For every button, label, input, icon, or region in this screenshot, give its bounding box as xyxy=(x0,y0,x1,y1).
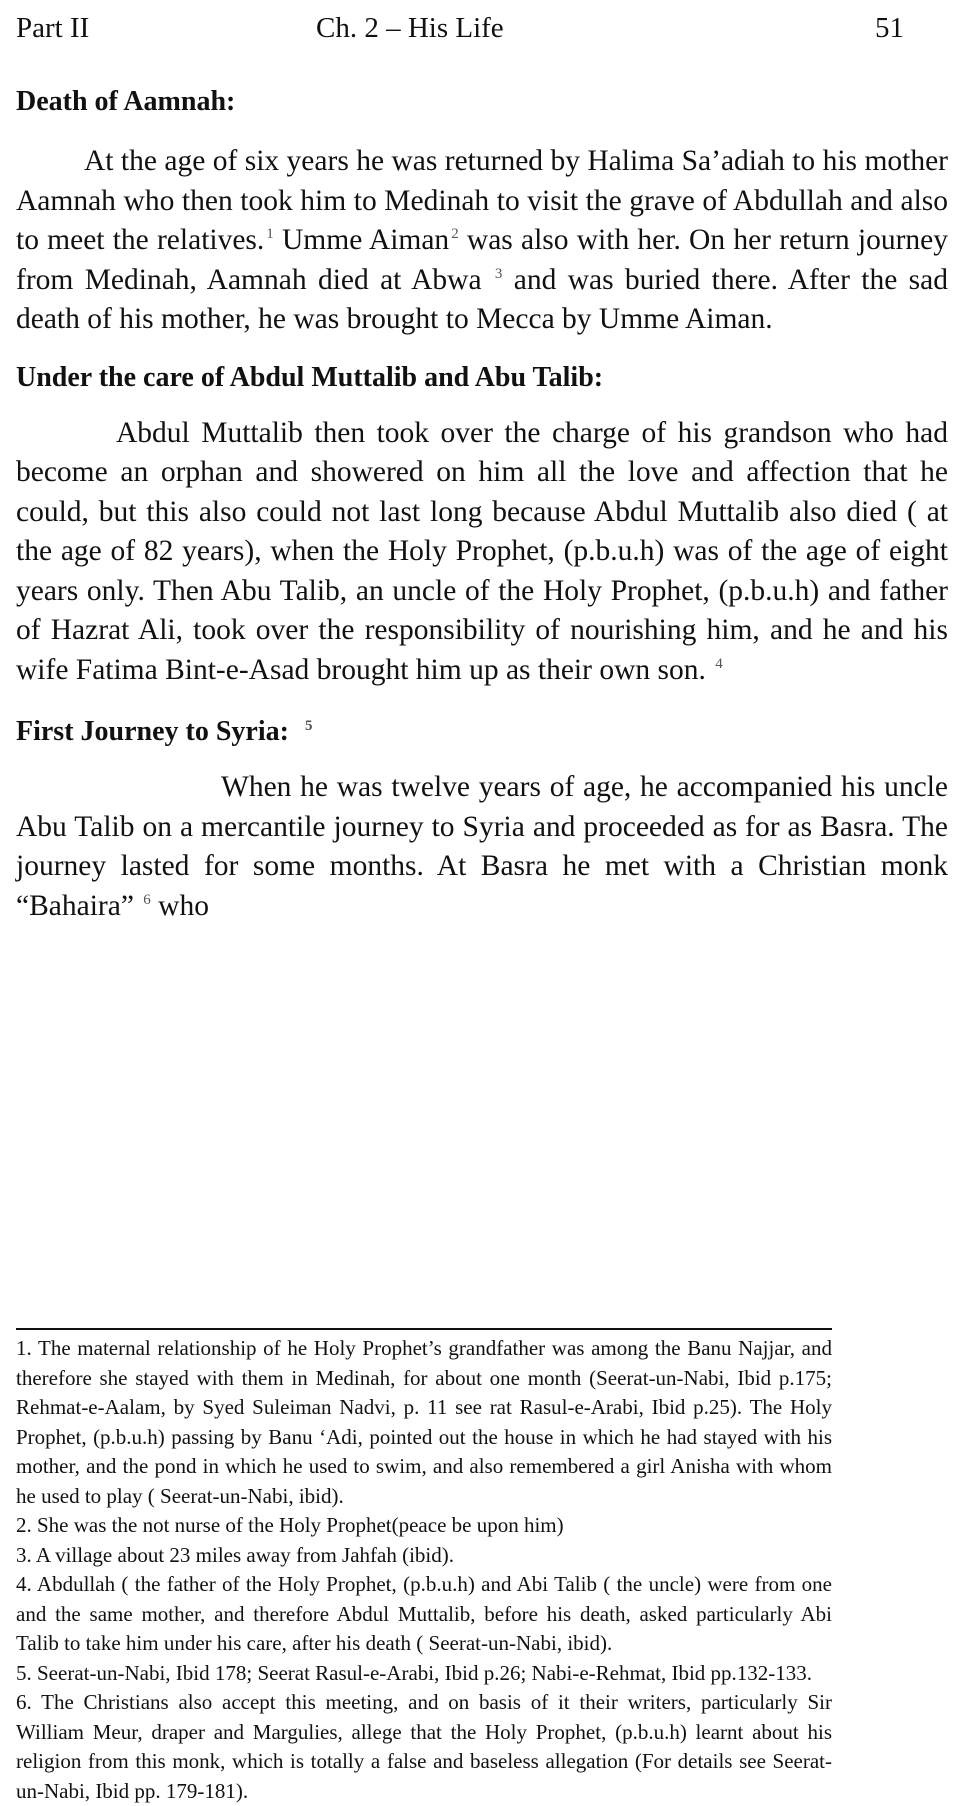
footnote-ref-4: 4 xyxy=(715,655,723,672)
paragraph-death-of-aamnah: At the age of six years he was returned by Halima Sa’adiah to his mother Aamnah who then took him to Medinah to visit the grave of Abdullah and also to meet the relatives. $^1$ Umme Aiman $^2$ was also with her. On her return journey from Medinah, Aamnah died at Abwa $^3$ and was buried there. After the sad death of his mother, he was brought to Mecca by Umme Aiman. xyxy=(16,145,948,335)
main-text xyxy=(16,80,948,926)
page-number: 51 xyxy=(875,12,904,44)
chapter-title: Ch. 2 – His Life xyxy=(316,12,504,44)
paragraph-first-journey-to-syria: When he was twelve years of age, he accompanied his uncle Abu Talib on a mercantile journey to Syria and proceeded as for as Basra. The journey lasted for some months. At Basra he met with a Christian monk “Bahaira” $^6$ who xyxy=(16,771,948,922)
footnote-1: 1. The maternal relationship of he Holy Prophet’s grandfather was among the Banu Najjar, and therefore she stayed with them in Medinah, for about one month (Seerat-un-Nabi, Ibid p.175; Rehmat-e-Aalam, by Syed Suleiman Nadvi, p. 11 see rat Rasul-e-Arabi, Ibid p.25). The Holy Prophet, (p.b.u.h) passing by Banu ‘Adi, pointed out the house in which he had stayed with his mother, and the pond in which he used to swim, and also remembered a girl Anisha with whom he used to play ( Seerat-un-Nabi, ibid). xyxy=(16,1336,832,1508)
footnote-ref-2: 2 xyxy=(451,226,459,243)
footnote-ref-6: 6 xyxy=(143,891,151,908)
footnote-5: 5. Seerat-un-Nabi, Ibid 178; Seerat Rasul-e-Arabi, Ibid p.26; Nabi-e-Rehmat, Ibid pp.132-133. xyxy=(16,1660,813,1685)
section-heading-first-journey-to-syria: First Journey to Syria: $^5$ xyxy=(16,716,313,747)
footnote-3: 3. A village about 23 miles away from Jahfah (ibid). xyxy=(16,1542,454,1567)
running-header xyxy=(16,8,944,48)
footnotes xyxy=(16,1334,832,1806)
footnote-6: 6. The Christians also accept this meeting, and on basis of it their writers, particularly Sir William Meur, draper and Margulies, allege that the Holy Prophet, (p.b.u.h) learnt about his religion from this monk, which is totally a false and baseless allegation (For details see Seerat-un-Nabi, Ibid pp. 179-181). xyxy=(16,1690,832,1803)
footnote-ref-3: 3 xyxy=(494,265,503,282)
footnote-4: 4. Abdullah ( the father of the Holy Prophet, (p.b.u.h) and Abi Talib ( the uncle) were from one and the same mother, and therefore Abdul Muttalib, before his death, asked particularly Abi Talib to take him under his care, after his death ( Seerat-un-Nabi, ibid). xyxy=(16,1572,832,1655)
footnote-divider xyxy=(16,1328,832,1330)
footnote-ref-5: 5 xyxy=(304,717,313,734)
part-label: Part II xyxy=(16,12,90,44)
paragraph-care-of-abdul-muttalib: Abdul Muttalib then took over the charge of his grandson who had become an orphan and showered on him all the love and affection that he could, but this also could not last long because Abdul Muttalib also died ( at the age of 82 years), when the Holy Prophet, (p.b.u.h) was of the age of eight years only. Then Abu Talib, an uncle of the Holy Prophet, (p.b.u.h) and father of Hazrat Ali, took over the responsibility of nourishing him, and he and his wife Fatima Bint-e-Asad brought him up as their own son. $^4$ xyxy=(16,416,948,686)
section-heading-care-of-abdul-muttalib: Under the care of Abdul Muttalib and Abu Talib: xyxy=(16,361,604,393)
footnote-2: 2. She was the not nurse of the Holy Prophet(peace be upon him) xyxy=(16,1513,564,1537)
footnote-ref-1: 1 xyxy=(266,226,274,243)
section-heading-death-of-aamnah: Death of Aamnah: xyxy=(16,86,236,117)
